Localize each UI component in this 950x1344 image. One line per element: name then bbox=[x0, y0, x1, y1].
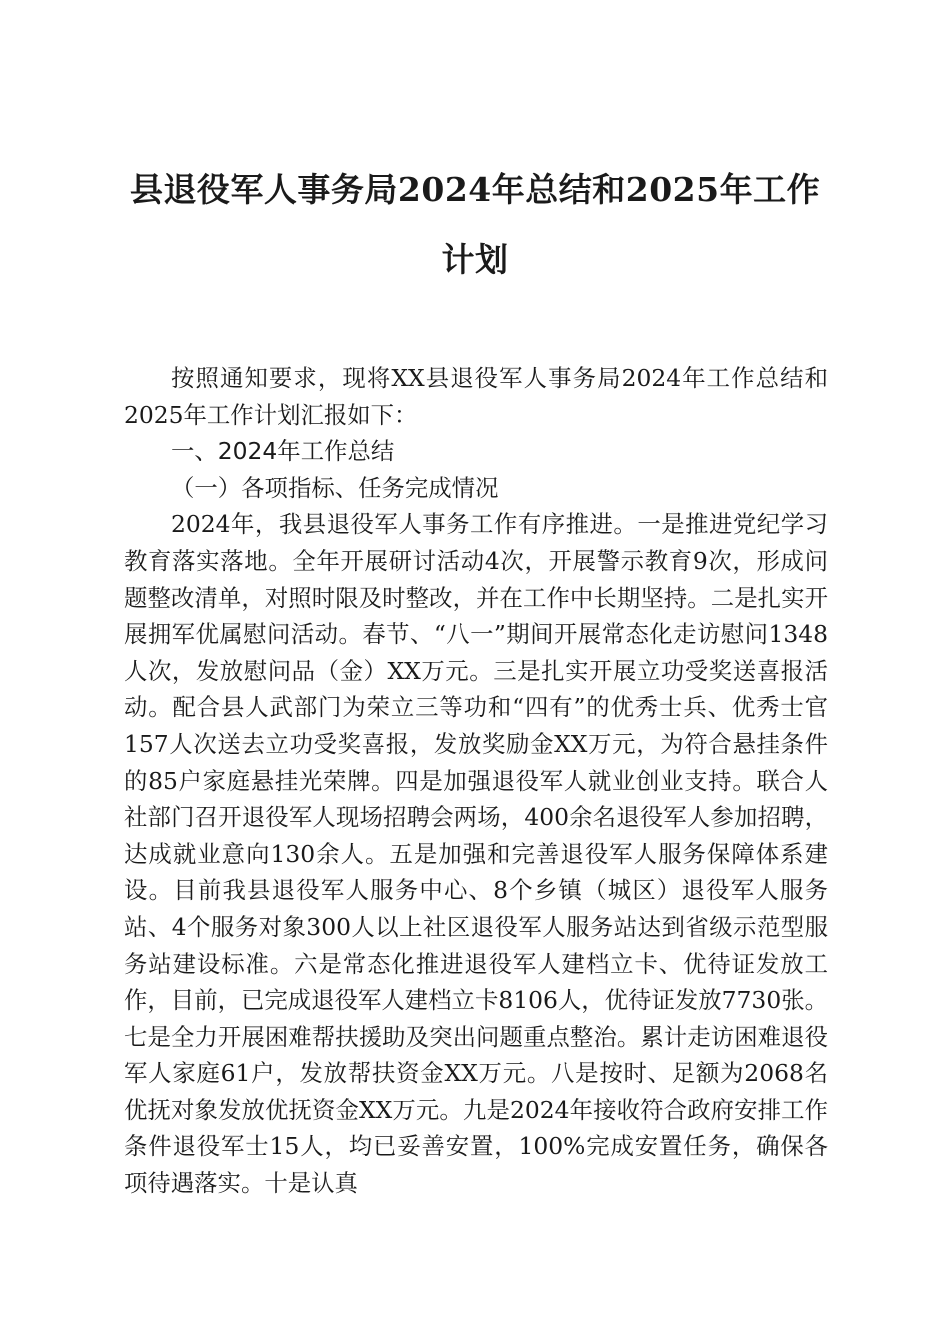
subsection-heading: （一）各项指标、任务完成情况 bbox=[171, 473, 499, 502]
document-title-line1: 县退役军人事务局2024年总结和2025年工作 bbox=[129, 170, 821, 209]
body-paragraph: 2024年，我县退役军人事务工作有序推进。一是推进党纪学习教育落实落地。全年开展研讨活动4次，开展警示教育9次，形成问题整改清单，对照时限及时整改，并在工作中长期坚持。二是扎实开展拥军优属慰问活动。春节、“八一”期间开展常态化走访慰问1348人次，发放慰问品（金）XX万元。三是扎实开展立功受奖送喜报活动。配合县人武部门为荣立三等功和“四有”的优秀士兵、优秀士官157人次送去立功受奖喜报，发放奖励金XX万元，为符合悬挂条件的85户家庭悬挂光荣牌。四是加强退役军人就业创业支持。联合人社部门召开退役军人现场招聘会两场，400余名退役军人参加招聘，达成就业意向130余人。五是加强和完善退役军人服务保障体系建设。目前我县退役军人服务中心、8个乡镇（城区）退役军人服务站、4个服务对象300人以上社区退役军人服务站达到省级示范型服务站建设标准。六是常态化推进退役军人建档立卡、优待证发放工作，目前，已完成退役军人建档立卡8106人，优待证发放7730张。七是全力开展困难帮扶援助及突出问题重点整治。累计走访困难退役军人家庭61户，发放帮扶资金XX万元。八是按时、足额为2068名优抚对象发放优抚资金XX万元。九是2024年接收符合政府安排工作条件退役军士15人，均已妥善安置，100%完成安置任务，确保各项待遇落实。十是认真 bbox=[124, 510, 828, 1198]
section-heading: 一、2024年工作总结 bbox=[171, 437, 395, 466]
document-body bbox=[124, 360, 828, 1202]
document-title-line2: 计划 bbox=[441, 240, 509, 279]
intro-paragraph: 按照通知要求，现将XX县退役军人事务局2024年工作总结和2025年工作计划汇报如下： bbox=[124, 364, 828, 429]
